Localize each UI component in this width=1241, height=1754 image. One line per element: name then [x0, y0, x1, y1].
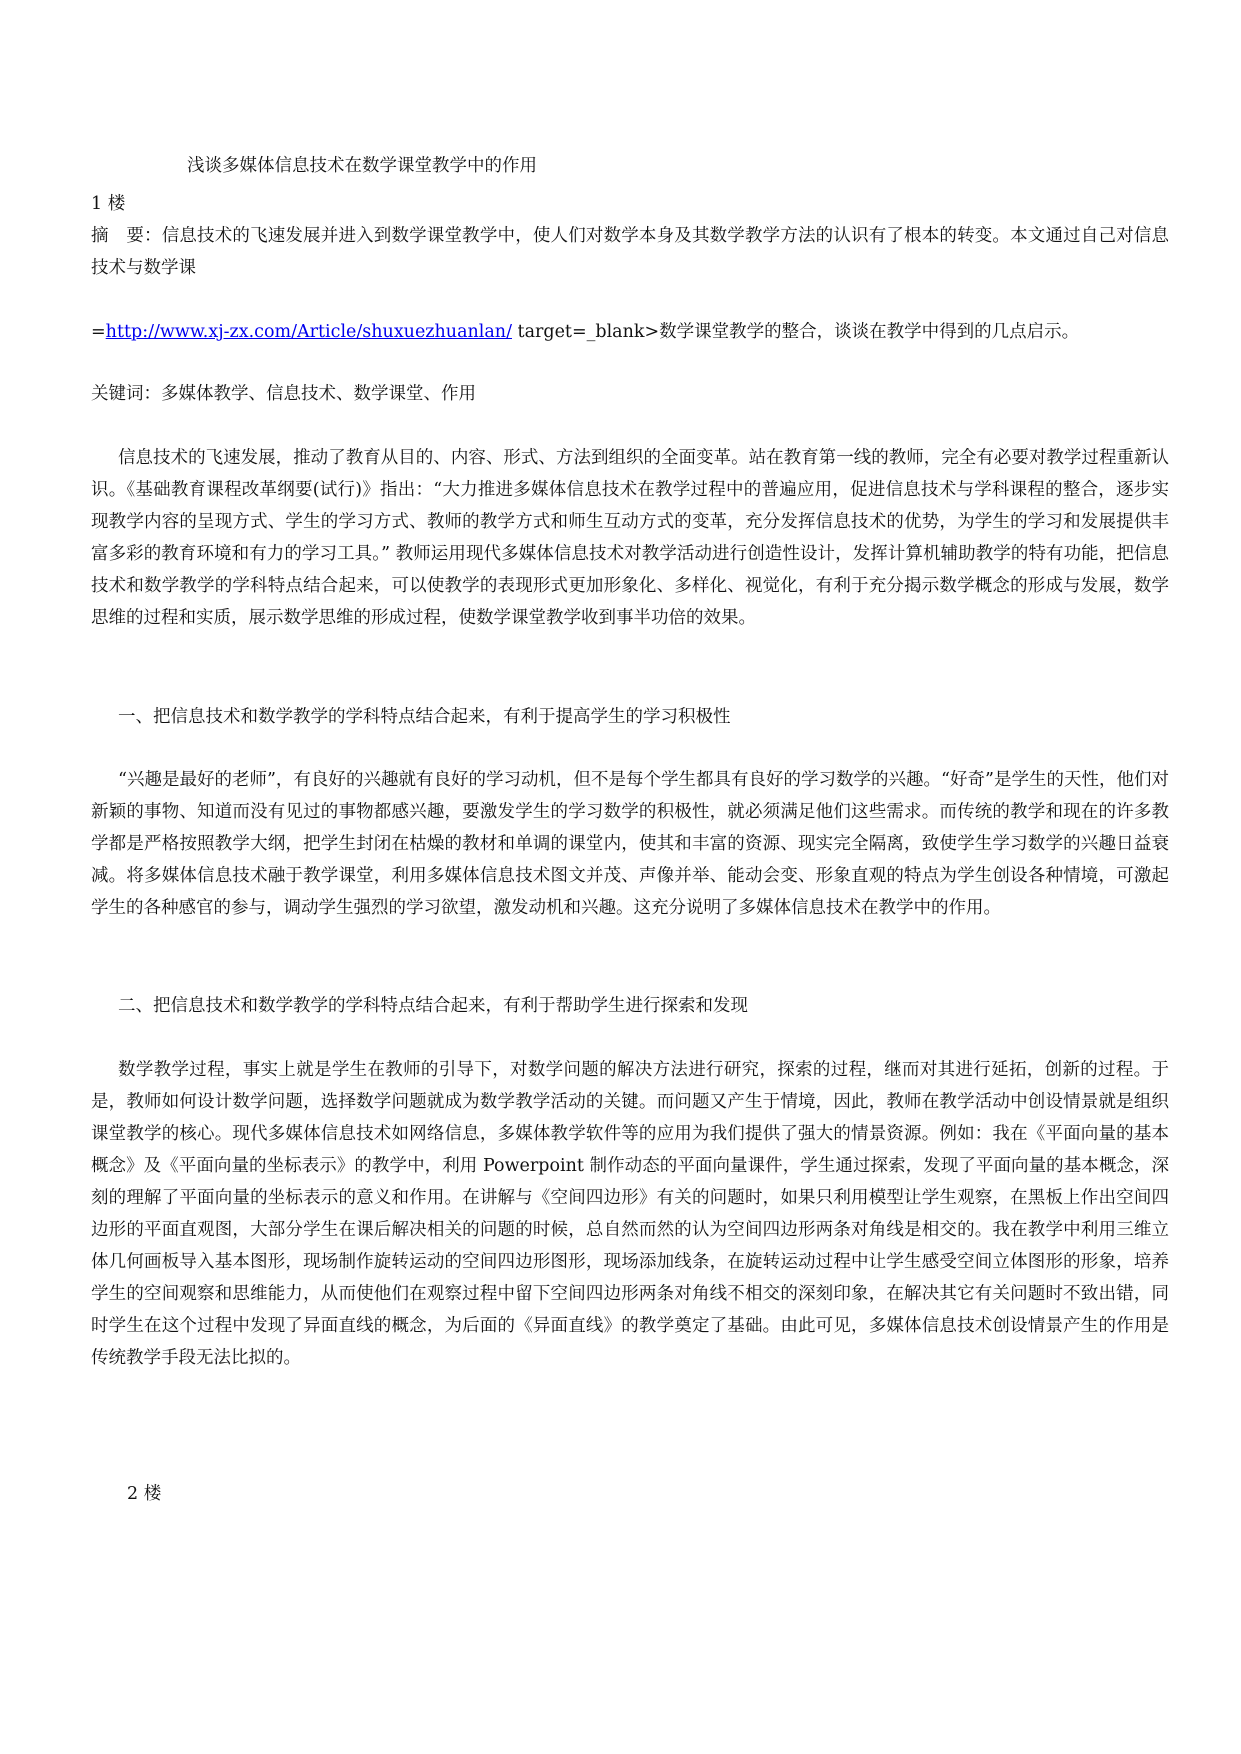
section-2-paragraph: 数学教学过程，事实上就是学生在教师的引导下，对数学问题的解决方法进行研究，探索的过程，继而对其进行延拓，创新的过程。于是，教师如何设计数学问题，选择数学问题就成为数学教学活动的关键。而问题又产生于情境，因此，教师在教学活动中创设情景就是组织课堂教学的核心。现代多媒体信息技术如网络信息，多媒体教学软件等的应用为我们提供了强大的情景资源。例如：我在《平面向量的基本概念》及《平面向量的坐标表示》的教学中，利用 Powerpoint 制作动态的平面向量课件，学生通过探索，发现了平面向量的基本概念，深刻的理解了平面向量的坐标表示的意义和作用。在讲解与《空间四边形》有关的问题时，如果只利用模型让学生观察，在黑板上作出空间四边形的平面直观图，大部分学生在课后解决相关的问题的时候，总自然而然的认为空间四边形两条对角线是相交的。我在教学中利用三维立体几何画板导入基本图形，现场制作旋转运动的空间四边形图形，现场添加线条，在旋转运动过程中让学生感受空间立体图形的形象，培养学生的空间观察和思维能力，从而使他们在观察过程中留下空间四边形两条对角线不相交的深刻印象，在解决其它有关问题时不致出错，同时学生在这个过程中发现了异面直线的概念，为后面的《异面直线》的教学奠定了基础。由此可见，多媒体信息技术创设情景产生的作用是传统教学手段无法比拟的。 [91, 1060, 1169, 1368]
keywords-line: 关键词：多媒体教学、信息技术、数学课堂、作用 [91, 384, 476, 404]
section-1-paragraph: “兴趣是最好的老师”，有良好的兴趣就有良好的学习动机，但不是每个学生都具有良好的学习数学的兴趣。“好奇”是学生的天性，他们对新颖的事物、知道而没有见过的事物都感兴趣，要激发学生的学习数学的积极性，就必须满足他们这些需求。而传统的教学和现在的许多教学都是严格按照教学大纲，把学生封闭在枯燥的教材和单调的课堂内，使其和丰富的资源、现实完全隔离，致使学生学习数学的兴趣日益衰减。将多媒体信息技术融于教学课堂，利用多媒体信息技术图文并茂、声像并举、能动会变、形象直观的特点为学生创设各种情境，可激起学生的各种感官的参与，调动学生强烈的学习欲望，激发动机和兴趣。这充分说明了多媒体信息技术在教学中的作用。 [91, 770, 1169, 918]
section-heading-1: 一、把信息技术和数学教学的学科特点结合起来，有利于提高学生的学习积极性 [118, 707, 731, 727]
link-suffix: target=_blank>数学课堂教学的整合，谈谈在教学中得到的几点启示。 [511, 322, 1080, 342]
article-link[interactable]: http://www.xj-zx.com/Article/shuxuezhuanlan/ [105, 322, 512, 342]
section-heading-2: 二、把信息技术和数学教学的学科特点结合起来，有利于帮助学生进行探索和发现 [118, 996, 748, 1016]
intro-paragraph: 信息技术的飞速发展，推动了教育从目的、内容、形式、方法到组织的全面变革。站在教育第一线的教师，完全有必要对教学过程重新认识。《基础教育课程改革纲要(试行)》指出：“大力推进多媒体信息技术在教学过程中的普遍应用，促进信息技术与学科课程的整合，逐步实现教学内容的呈现方式、学生的学习方式、教师的教学方式和师生互动方式的变革，充分发挥信息技术的优势，为学生的学习和发展提供丰富多彩的教育环境和有力的学习工具。” 教师运用现代多媒体信息技术对教学活动进行创造性设计，发挥计算机辅助教学的特有功能，把信息技术和数学教学的学科特点结合起来，可以使教学的表现形式更加形象化、多样化、视觉化，有利于充分揭示数学概念的形成与发展，数学思维的过程和实质，展示数学思维的形成过程，使数学课堂教学收到事半功倍的效果。 [91, 448, 1169, 628]
article-title: 浅谈多媒体信息技术在数学课堂教学中的作用 [187, 156, 537, 176]
floor-label-1: 1 楼 [91, 194, 126, 214]
floor-label-2: 2 楼 [127, 1484, 162, 1504]
link-line [91, 316, 1169, 348]
abstract-paragraph: 摘 要：信息技术的飞速发展并进入到数学课堂教学中，使人们对数学本身及其数学教学方法的认识有了根本的转变。本文通过自己对信息技术与数学课 [91, 226, 1169, 278]
link-prefix: = [91, 322, 106, 342]
